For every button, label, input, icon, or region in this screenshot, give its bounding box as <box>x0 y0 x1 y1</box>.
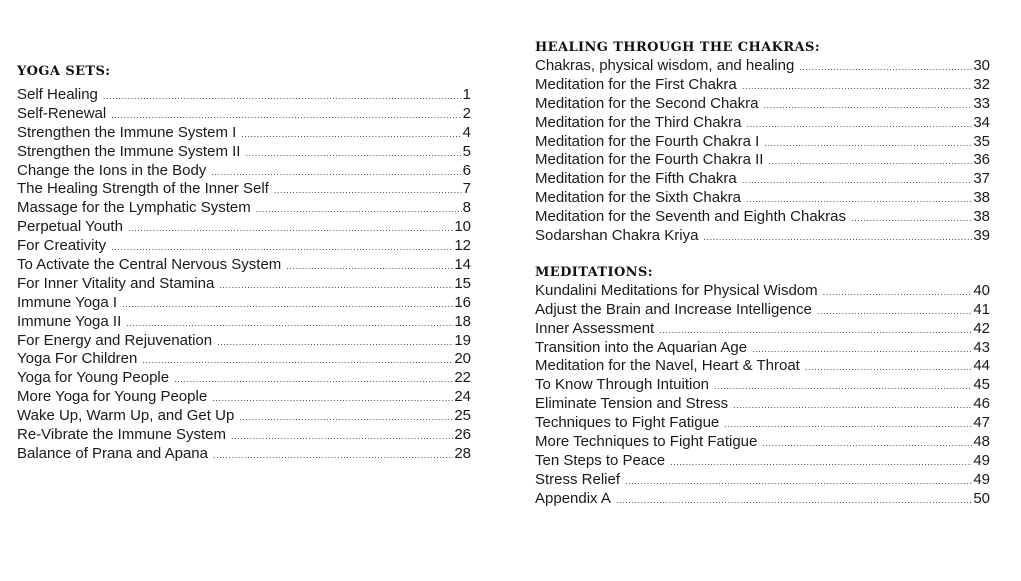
toc-entry[interactable] <box>535 57 990 76</box>
toc-entry[interactable] <box>17 86 471 105</box>
dot-leader <box>625 472 972 490</box>
toc-entry-title: More Yoga for Young People <box>17 388 208 406</box>
toc-entry-title: Stress Relief <box>535 470 621 488</box>
toc-entry-page-number: 15 <box>454 274 471 292</box>
toc-entry-page-number: 24 <box>454 388 471 406</box>
toc-entry-title: Perpetual Youth <box>17 218 123 236</box>
toc-entry-title: Meditation for the Second Chakra <box>535 94 759 112</box>
toc-entry-page-number: 8 <box>462 199 471 217</box>
toc-entry[interactable] <box>535 170 990 189</box>
toc-entry-page-number: 6 <box>462 161 471 179</box>
dot-leader <box>213 446 453 464</box>
dot-leader <box>763 96 972 114</box>
toc-entry-title: Self-Renewal <box>17 104 107 122</box>
toc-entry-title: Kundalini Meditations for Physical Wisdom <box>535 281 818 299</box>
toc-entry-page-number: 33 <box>973 94 990 112</box>
toc-entry-title: Balance of Prana and Apana <box>17 444 208 462</box>
toc-entry[interactable] <box>535 376 990 395</box>
toc-entry-title: Re-Vibrate the Immune System <box>17 426 226 444</box>
dot-leader <box>724 415 972 433</box>
toc-entry-page-number: 26 <box>454 426 471 444</box>
toc-entry[interactable] <box>17 445 471 464</box>
toc-entry[interactable] <box>17 237 471 256</box>
dot-leader <box>823 283 973 301</box>
toc-entry-page-number: 34 <box>973 113 990 131</box>
dot-leader <box>659 321 972 339</box>
dot-leader <box>256 200 462 218</box>
dot-leader <box>245 144 461 162</box>
toc-entry[interactable] <box>17 105 471 124</box>
toc-entry-page-number: 49 <box>973 470 990 488</box>
dot-leader <box>752 340 972 358</box>
toc-entry-page-number: 16 <box>454 293 471 311</box>
toc-entry-title: Yoga For Children <box>17 350 138 368</box>
toc-entry-title: Strengthen the Immune System I <box>17 123 237 141</box>
toc-entry[interactable] <box>535 133 990 152</box>
dot-leader <box>241 125 461 143</box>
toc-entry-title: Immune Yoga II <box>17 312 122 330</box>
toc-entry[interactable] <box>535 301 990 320</box>
toc-entry-title: Sodarshan Chakra Kriya <box>535 227 699 245</box>
dot-leader <box>122 295 453 313</box>
toc-list-healing-chakras <box>535 57 990 246</box>
toc-entry-title: Strengthen the Immune System II <box>17 142 241 160</box>
toc-entry-title: Meditation for the Third Chakra <box>535 113 742 131</box>
section-healing-chakras <box>535 40 990 246</box>
dot-leader <box>217 333 453 351</box>
toc-entry-title: Meditation for the Fourth Chakra II <box>535 151 764 169</box>
toc-entry-page-number: 4 <box>462 123 471 141</box>
toc-entry[interactable] <box>17 275 471 294</box>
dot-leader <box>111 106 461 124</box>
toc-entry-page-number: 38 <box>973 189 990 207</box>
toc-column-left <box>17 64 471 464</box>
dot-leader <box>764 134 972 152</box>
toc-entry-title: The Healing Strength of the Inner Self <box>17 180 269 198</box>
toc-entry-title: More Techniques to Fight Fatigue <box>535 433 758 451</box>
toc-entry-page-number: 12 <box>454 237 471 255</box>
dot-leader <box>747 115 973 133</box>
toc-entry[interactable] <box>535 395 990 414</box>
dot-leader <box>142 351 453 369</box>
toc-entry[interactable] <box>17 407 471 426</box>
toc-entry[interactable] <box>535 76 990 95</box>
dot-leader <box>174 370 453 388</box>
toc-entry[interactable] <box>535 357 990 376</box>
dot-leader <box>231 427 453 445</box>
toc-entry-title: Meditation for the First Chakra <box>535 75 737 93</box>
dot-leader <box>799 58 972 76</box>
toc-entry-page-number: 2 <box>462 104 471 122</box>
toc-list-meditations <box>535 282 990 509</box>
toc-entry-title: To Activate the Central Nervous System <box>17 256 282 274</box>
toc-entry-page-number: 28 <box>454 444 471 462</box>
toc-entry-page-number: 38 <box>973 208 990 226</box>
toc-entry-title: For Inner Vitality and Stamina <box>17 274 215 292</box>
dot-leader <box>211 163 461 181</box>
section-yoga-sets <box>17 64 471 464</box>
toc-entry-page-number: 10 <box>454 218 471 236</box>
toc-entry-page-number: 41 <box>973 300 990 318</box>
dot-leader <box>703 228 972 246</box>
dot-leader <box>103 87 462 105</box>
toc-entry-page-number: 36 <box>973 151 990 169</box>
toc-entry[interactable] <box>17 313 471 332</box>
toc-entry-page-number: 37 <box>973 170 990 188</box>
toc-entry-page-number: 50 <box>973 489 990 507</box>
toc-entry-title: Meditation for the Fourth Chakra I <box>535 132 760 150</box>
toc-entry-page-number: 49 <box>973 451 990 469</box>
toc-entry[interactable] <box>535 114 990 133</box>
toc-entry-title: Techniques to Fight Fatigue <box>535 414 720 432</box>
toc-entry[interactable] <box>17 162 471 181</box>
toc-entry-title: Yoga for Young People <box>17 369 170 387</box>
toc-entry[interactable] <box>535 227 990 246</box>
toc-entry-page-number: 7 <box>462 180 471 198</box>
toc-entry[interactable] <box>17 294 471 313</box>
dot-leader <box>219 276 453 294</box>
dot-leader <box>286 257 453 275</box>
dot-leader <box>733 396 972 414</box>
toc-entry-page-number: 44 <box>973 357 990 375</box>
toc-entry[interactable] <box>17 256 471 275</box>
toc-entry[interactable] <box>535 471 990 490</box>
dot-leader <box>616 491 972 509</box>
dot-leader <box>670 453 972 471</box>
toc-entry[interactable] <box>535 490 990 509</box>
section-heading-meditations: MEDITATIONS: <box>535 264 653 280</box>
toc-entry-page-number: 5 <box>462 142 471 160</box>
toc-entry-page-number: 14 <box>454 256 471 274</box>
dot-leader <box>111 238 453 256</box>
toc-entry[interactable] <box>535 151 990 170</box>
dot-leader <box>742 171 973 189</box>
toc-entry-title: Change the Ions in the Body <box>17 161 207 179</box>
section-heading-healing-chakras: HEALING THROUGH THE CHAKRAS: <box>535 40 821 55</box>
section-heading-yoga-sets: YOGA SETS: <box>17 64 111 79</box>
toc-entry-page-number: 1 <box>462 86 471 103</box>
dot-leader <box>128 219 453 237</box>
toc-entry-page-number: 47 <box>973 414 990 432</box>
toc-entry[interactable] <box>535 433 990 452</box>
toc-entry[interactable] <box>17 218 471 237</box>
toc-entry-title: Meditation for the Fifth Chakra <box>535 170 737 188</box>
section-meditations <box>535 265 990 509</box>
toc-entry-page-number: 32 <box>973 75 990 93</box>
toc-entry-title: Chakras, physical wisdom, and healing <box>535 57 795 74</box>
toc-entry[interactable] <box>17 369 471 388</box>
toc-entry-title: Adjust the Brain and Increase Intelligence <box>535 300 812 318</box>
toc-entry[interactable] <box>535 282 990 301</box>
toc-entry-page-number: 48 <box>973 433 990 451</box>
toc-entry[interactable] <box>535 339 990 358</box>
dot-leader <box>805 358 972 376</box>
toc-entry-page-number: 45 <box>973 376 990 394</box>
toc-entry-title: Self Healing <box>17 86 98 103</box>
toc-entry-title: Meditation for the Seventh and Eighth Chakras <box>535 208 847 226</box>
toc-entry[interactable] <box>17 124 471 143</box>
toc-entry[interactable] <box>17 350 471 369</box>
toc-entry[interactable] <box>535 208 990 227</box>
dot-leader <box>239 408 453 426</box>
toc-entry-title: Meditation for the Sixth Chakra <box>535 189 741 207</box>
toc-entry-title: Massage for the Lymphatic System <box>17 199 251 217</box>
toc-entry-page-number: 25 <box>454 407 471 425</box>
toc-entry[interactable] <box>17 199 471 218</box>
toc-entry-page-number: 35 <box>973 132 990 150</box>
toc-entry[interactable] <box>535 95 990 114</box>
toc-entry[interactable] <box>535 320 990 339</box>
toc-entry[interactable] <box>17 426 471 445</box>
toc-entry-title: Meditation for the Navel, Heart & Throat <box>535 357 800 375</box>
toc-entry-title: Ten Steps to Peace <box>535 451 666 469</box>
toc-entry-page-number: 18 <box>454 312 471 330</box>
toc-entry[interactable] <box>535 189 990 208</box>
dot-leader <box>762 434 972 452</box>
toc-entry-title: Inner Assessment <box>535 319 655 337</box>
toc-entry-page-number: 19 <box>454 331 471 349</box>
toc-entry-page-number: 22 <box>454 369 471 387</box>
dot-leader <box>851 209 972 227</box>
toc-entry-title: Immune Yoga I <box>17 293 118 311</box>
toc-entry-title: For Creativity <box>17 237 107 255</box>
toc-list-yoga-sets <box>17 86 471 464</box>
toc-entry-title: Appendix A <box>535 489 611 507</box>
dot-leader <box>274 181 462 199</box>
toc-entry-page-number: 43 <box>973 338 990 356</box>
toc-entry-page-number: 20 <box>454 350 471 368</box>
toc-entry[interactable] <box>535 414 990 433</box>
toc-entry-page-number: 39 <box>973 227 990 245</box>
toc-entry-page-number: 30 <box>973 57 990 74</box>
toc-entry[interactable] <box>535 452 990 471</box>
dot-leader <box>817 302 972 320</box>
toc-entry[interactable] <box>17 143 471 162</box>
toc-entry-page-number: 40 <box>973 281 990 299</box>
toc-entry-page-number: 42 <box>973 319 990 337</box>
dot-leader <box>768 152 972 170</box>
dot-leader <box>212 389 453 407</box>
toc-entry-title: Eliminate Tension and Stress <box>535 395 729 413</box>
toc-entry[interactable] <box>17 332 471 351</box>
dot-leader <box>746 190 972 208</box>
toc-column-right <box>535 40 990 509</box>
toc-entry[interactable] <box>17 388 471 407</box>
toc-entry-title: To Know Through Intuition <box>535 376 710 394</box>
toc-entry-page-number: 46 <box>973 395 990 413</box>
toc-entry-title: For Energy and Rejuvenation <box>17 331 213 349</box>
dot-leader <box>742 77 973 95</box>
toc-entry-title: Transition into the Aquarian Age <box>535 338 748 356</box>
dot-leader <box>126 314 453 332</box>
dot-leader <box>714 377 972 395</box>
toc-entry-title: Wake Up, Warm Up, and Get Up <box>17 407 235 425</box>
toc-entry[interactable] <box>17 180 471 199</box>
